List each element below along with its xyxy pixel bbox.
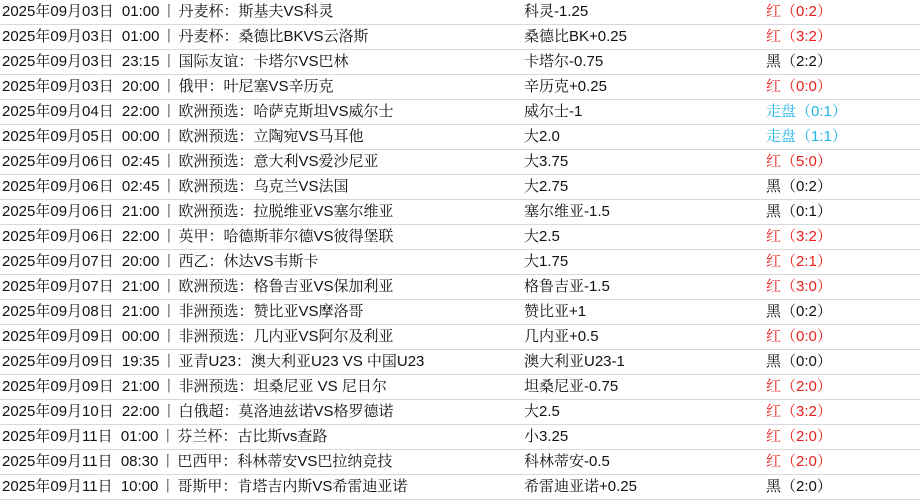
match-result-cell: 红（2:1）	[764, 250, 920, 275]
table-row	[0, 425, 920, 450]
match-result-cell: 红（0:0）	[764, 75, 920, 100]
match-result-cell: 红（0:2）	[764, 0, 920, 25]
match-pick-cell: 卡塔尔-0.75	[522, 50, 764, 75]
match-info-cell	[0, 375, 522, 400]
match-time: 20:00	[121, 253, 160, 270]
match-time: 00:00	[121, 328, 160, 345]
match-result-cell: 黑（0:0）	[764, 350, 920, 375]
match-league: 哥斯甲：	[177, 478, 238, 495]
match-pick-cell: 辛历克+0.25	[522, 75, 764, 100]
separator	[114, 128, 122, 145]
table-row	[0, 175, 920, 200]
match-teams: 休达VS韦斯卡	[223, 253, 319, 270]
match-league: 欧洲预选：	[178, 278, 254, 295]
match-date: 2025年09月11日	[2, 478, 113, 495]
match-league: 亚青U23：	[178, 353, 252, 370]
match-result-cell: 走盘（0:1）	[764, 100, 920, 125]
match-date: 2025年09月06日	[2, 153, 114, 170]
separator	[114, 353, 122, 370]
separator: 丨	[161, 203, 177, 220]
match-info-cell	[0, 475, 522, 500]
separator: 丨	[161, 53, 177, 70]
separator: 丨	[161, 153, 177, 170]
separator: 丨	[161, 28, 177, 45]
match-teams: 赞比亚VS摩洛哥	[253, 303, 364, 320]
match-time: 21:00	[121, 203, 160, 220]
table-row	[0, 250, 920, 275]
match-time: 21:00	[121, 278, 160, 295]
match-league: 非洲预选：	[178, 378, 254, 395]
match-date: 2025年09月06日	[2, 178, 114, 195]
match-result-cell: 红（2:0）	[764, 425, 920, 450]
separator	[113, 428, 121, 445]
match-date: 2025年09月11日	[2, 453, 113, 470]
match-time: 02:45	[121, 153, 160, 170]
match-date: 2025年09月03日	[2, 78, 114, 95]
match-result-cell: 黑（0:1）	[764, 200, 920, 225]
match-pick-cell: 大1.75	[522, 250, 764, 275]
match-info-cell	[0, 125, 522, 150]
match-info-cell	[0, 75, 522, 100]
match-teams: 桑德比BKVS云洛斯	[238, 28, 369, 45]
separator: 丨	[161, 378, 177, 395]
match-time: 01:00	[121, 3, 160, 20]
separator	[114, 103, 122, 120]
separator: 丨	[160, 428, 176, 445]
match-teams: 哈萨克斯坦VS威尔士	[253, 103, 394, 120]
match-result-cell: 红（2:0）	[764, 450, 920, 475]
match-teams: 意大利VS爱沙尼亚	[253, 153, 379, 170]
match-info-cell	[0, 200, 522, 225]
match-date: 2025年09月09日	[2, 328, 114, 345]
match-teams: 莫洛迪兹诺VS格罗德诺	[238, 403, 394, 420]
match-pick-cell: 科林蒂安-0.5	[522, 450, 764, 475]
match-time: 01:00	[120, 428, 159, 445]
match-league: 英甲：	[178, 228, 224, 245]
separator: 丨	[161, 3, 177, 20]
match-time: 01:00	[121, 28, 160, 45]
match-result-cell: 黑（2:2）	[764, 50, 920, 75]
match-pick-cell: 赞比亚+1	[522, 300, 764, 325]
match-date: 2025年09月08日	[2, 303, 114, 320]
match-time: 19:35	[121, 353, 160, 370]
match-date: 2025年09月07日	[2, 278, 114, 295]
separator	[113, 453, 121, 470]
match-info-cell	[0, 325, 522, 350]
match-time: 00:00	[121, 128, 160, 145]
match-date: 2025年09月05日	[2, 128, 114, 145]
match-time: 21:00	[121, 303, 160, 320]
table-row	[0, 325, 920, 350]
match-league: 丹麦杯：	[178, 28, 239, 45]
match-teams: 几内亚VS阿尔及利亚	[253, 328, 394, 345]
match-teams: 卡塔尔VS巴林	[253, 53, 349, 70]
match-info-cell	[0, 100, 522, 125]
separator: 丨	[161, 128, 177, 145]
match-result-cell: 红（0:0）	[764, 325, 920, 350]
match-time: 02:45	[121, 178, 160, 195]
match-teams: 澳大利亚U23 VS 中国U23	[251, 353, 425, 370]
match-info-cell	[0, 450, 522, 475]
match-league: 欧洲预选：	[178, 178, 254, 195]
match-result-cell: 红（3:2）	[764, 225, 920, 250]
separator	[114, 253, 122, 270]
match-teams: 叶尼塞VS辛历克	[223, 78, 334, 95]
match-time: 22:00	[121, 228, 160, 245]
match-date: 2025年09月11日	[2, 428, 113, 445]
match-result-cell: 黑（0:2）	[764, 300, 920, 325]
match-pick-cell: 格鲁吉亚-1.5	[522, 275, 764, 300]
match-league: 丹麦杯：	[178, 3, 239, 20]
table-row	[0, 400, 920, 425]
table-row	[0, 350, 920, 375]
match-date: 2025年09月09日	[2, 353, 114, 370]
match-league: 欧洲预选：	[178, 153, 254, 170]
separator: 丨	[160, 453, 176, 470]
match-time: 23:15	[121, 53, 160, 70]
match-league: 巴西甲：	[177, 453, 238, 470]
match-time: 21:00	[121, 378, 160, 395]
match-result-cell: 红（5:0）	[764, 150, 920, 175]
separator: 丨	[161, 253, 177, 270]
match-date: 2025年09月10日	[2, 403, 114, 420]
separator: 丨	[161, 178, 177, 195]
separator	[114, 78, 122, 95]
match-teams: 斯基夫VS科灵	[238, 3, 334, 20]
separator	[114, 403, 122, 420]
match-league: 白俄超：	[178, 403, 239, 420]
table-row	[0, 125, 920, 150]
match-time: 22:00	[121, 103, 160, 120]
separator	[114, 328, 122, 345]
match-info-cell	[0, 225, 522, 250]
separator: 丨	[161, 353, 177, 370]
match-league: 欧洲预选：	[178, 103, 254, 120]
match-pick-cell: 大2.5	[522, 400, 764, 425]
match-league: 国际友谊：	[178, 53, 254, 70]
match-league: 非洲预选：	[178, 303, 254, 320]
match-time: 08:30	[120, 453, 159, 470]
separator: 丨	[161, 78, 177, 95]
match-info-cell	[0, 400, 522, 425]
separator: 丨	[161, 403, 177, 420]
match-time: 20:00	[121, 78, 160, 95]
match-league: 西乙：	[178, 253, 224, 270]
match-info-cell	[0, 275, 522, 300]
table-row	[0, 100, 920, 125]
match-info-cell	[0, 175, 522, 200]
table-row	[0, 0, 920, 25]
separator: 丨	[160, 478, 176, 495]
table-row	[0, 50, 920, 75]
match-league: 欧洲预选：	[178, 128, 254, 145]
table-row	[0, 200, 920, 225]
match-date: 2025年09月03日	[2, 3, 114, 20]
table-row	[0, 450, 920, 475]
match-result-cell: 红（2:0）	[764, 375, 920, 400]
separator	[114, 178, 122, 195]
separator	[114, 278, 122, 295]
match-league: 俄甲：	[178, 78, 224, 95]
match-pick-cell: 大3.75	[522, 150, 764, 175]
match-teams: 乌克兰VS法国	[253, 178, 349, 195]
match-pick-cell: 几内亚+0.5	[522, 325, 764, 350]
match-info-cell	[0, 150, 522, 175]
match-teams: 肯塔吉内斯VS希雷迪亚诺	[237, 478, 408, 495]
match-result-cell: 黑（2:0）	[764, 475, 920, 500]
match-result-cell: 走盘（1:1）	[764, 125, 920, 150]
table-row	[0, 150, 920, 175]
match-pick-cell: 科灵-1.25	[522, 0, 764, 25]
table-row	[0, 475, 920, 500]
match-date: 2025年09月06日	[2, 228, 114, 245]
match-date: 2025年09月06日	[2, 203, 114, 220]
match-teams: 古比斯vs查路	[237, 428, 328, 445]
match-result-cell: 黑（0:2）	[764, 175, 920, 200]
separator	[114, 378, 122, 395]
match-pick-cell: 小3.25	[522, 425, 764, 450]
match-date: 2025年09月03日	[2, 28, 114, 45]
match-date: 2025年09月03日	[2, 53, 114, 70]
table-row	[0, 25, 920, 50]
match-league: 芬兰杯：	[177, 428, 238, 445]
match-league: 非洲预选：	[178, 328, 254, 345]
separator	[114, 53, 122, 70]
match-pick-cell: 大2.0	[522, 125, 764, 150]
separator: 丨	[161, 303, 177, 320]
separator: 丨	[161, 278, 177, 295]
match-pick-cell: 塞尔维亚-1.5	[522, 200, 764, 225]
match-info-cell	[0, 250, 522, 275]
match-league: 欧洲预选：	[178, 203, 254, 220]
table-row	[0, 300, 920, 325]
match-pick-cell: 希雷迪亚诺+0.25	[522, 475, 764, 500]
match-result-cell: 红（3:2）	[764, 400, 920, 425]
match-time: 22:00	[121, 403, 160, 420]
match-info-cell	[0, 50, 522, 75]
match-pick-cell: 大2.75	[522, 175, 764, 200]
match-pick-cell: 桑德比BK+0.25	[522, 25, 764, 50]
separator: 丨	[161, 328, 177, 345]
match-teams: 格鲁吉亚VS保加利亚	[253, 278, 394, 295]
match-time: 10:00	[120, 478, 159, 495]
match-pick-cell: 大2.5	[522, 225, 764, 250]
match-pick-cell: 威尔士-1	[522, 100, 764, 125]
match-info-cell	[0, 350, 522, 375]
match-pick-cell: 澳大利亚U23-1	[522, 350, 764, 375]
match-result-cell: 红（3:2）	[764, 25, 920, 50]
separator	[114, 203, 122, 220]
separator	[114, 153, 122, 170]
match-teams: 坦桑尼亚 VS 尼日尔	[253, 378, 387, 395]
separator: 丨	[161, 228, 177, 245]
match-teams: 哈德斯菲尔德VS彼得堡联	[223, 228, 394, 245]
match-teams: 立陶宛VS马耳他	[253, 128, 364, 145]
separator	[114, 228, 122, 245]
match-date: 2025年09月07日	[2, 253, 114, 270]
match-teams: 拉脱维亚VS塞尔维亚	[253, 203, 394, 220]
match-result-cell: 红（3:0）	[764, 275, 920, 300]
separator	[114, 303, 122, 320]
match-info-cell	[0, 0, 522, 25]
match-teams: 科林蒂安VS巴拉纳竞技	[237, 453, 393, 470]
table-row	[0, 375, 920, 400]
table-row	[0, 225, 920, 250]
separator: 丨	[161, 103, 177, 120]
table-row	[0, 75, 920, 100]
match-date: 2025年09月09日	[2, 378, 114, 395]
table-row	[0, 275, 920, 300]
separator	[114, 28, 122, 45]
separator	[114, 3, 122, 20]
match-date: 2025年09月04日	[2, 103, 114, 120]
match-info-cell	[0, 425, 522, 450]
match-info-cell	[0, 25, 522, 50]
match-info-cell	[0, 300, 522, 325]
match-pick-cell: 坦桑尼亚-0.75	[522, 375, 764, 400]
